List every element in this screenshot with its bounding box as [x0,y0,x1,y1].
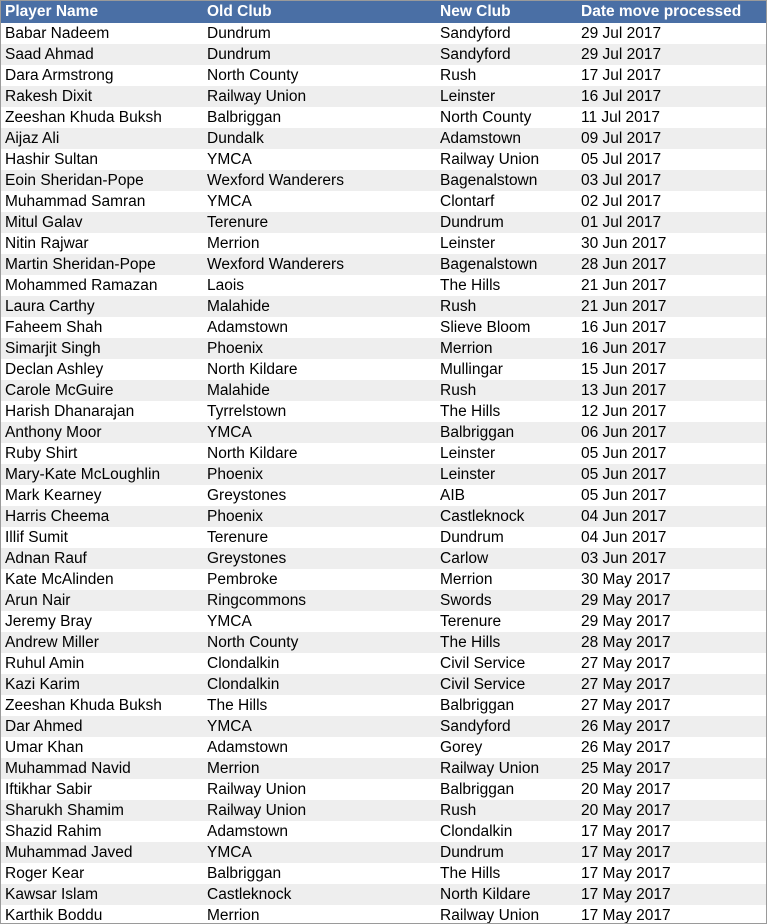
table-row [1,107,766,128]
player-name-cell: Zeeshan Khuda Buksh [1,107,203,128]
date-cell: 30 Jun 2017 [577,233,766,254]
old-club-cell: YMCA [203,191,436,212]
new-club-cell: Dundrum [436,842,577,863]
old-club-cell: YMCA [203,149,436,170]
date-cell: 29 May 2017 [577,590,766,611]
date-cell: 20 May 2017 [577,779,766,800]
table-row [1,401,766,422]
table-row [1,338,766,359]
date-cell: 29 Jul 2017 [577,23,766,44]
date-cell: 03 Jun 2017 [577,548,766,569]
new-club-cell: Railway Union [436,758,577,779]
player-name-cell: Rakesh Dixit [1,86,203,107]
date-cell: 06 Jun 2017 [577,422,766,443]
header-row [1,1,766,23]
table-row [1,653,766,674]
old-club-cell: Tyrrelstown [203,401,436,422]
table-row [1,296,766,317]
table-row [1,86,766,107]
player-name-cell: Roger Kear [1,863,203,884]
table-row [1,212,766,233]
player-name-cell: Anthony Moor [1,422,203,443]
old-club-cell: North Kildare [203,443,436,464]
new-club-cell: The Hills [436,863,577,884]
new-club-cell: Dundrum [436,527,577,548]
player-name-cell: Harris Cheema [1,506,203,527]
new-club-cell: The Hills [436,275,577,296]
date-cell: 27 May 2017 [577,653,766,674]
player-name-cell: Babar Nadeem [1,23,203,44]
old-club-cell: YMCA [203,842,436,863]
new-club-cell: Castleknock [436,506,577,527]
table-row [1,44,766,65]
table-header [1,1,766,23]
table-row [1,758,766,779]
table-row [1,359,766,380]
table-row [1,569,766,590]
new-club-cell: Swords [436,590,577,611]
date-cell: 05 Jun 2017 [577,464,766,485]
date-cell: 29 May 2017 [577,611,766,632]
table-row [1,485,766,506]
player-name-cell: Kazi Karim [1,674,203,695]
date-cell: 01 Jul 2017 [577,212,766,233]
new-club-cell: Rush [436,296,577,317]
old-club-cell: YMCA [203,716,436,737]
table-row [1,149,766,170]
date-cell: 17 Jul 2017 [577,65,766,86]
player-name-cell: Laura Carthy [1,296,203,317]
player-name-cell: Iftikhar Sabir [1,779,203,800]
player-name-cell: Jeremy Bray [1,611,203,632]
new-club-cell: Slieve Bloom [436,317,577,338]
new-club-cell: AIB [436,485,577,506]
table-row [1,611,766,632]
player-name-cell: Ruhul Amin [1,653,203,674]
table-row [1,821,766,842]
player-name-cell: Karthik Boddu [1,905,203,924]
table-body [1,23,766,924]
player-name-cell: Faheem Shah [1,317,203,338]
player-name-cell: Andrew Miller [1,632,203,653]
old-club-cell: Merrion [203,758,436,779]
new-club-cell: The Hills [436,401,577,422]
date-cell: 17 May 2017 [577,821,766,842]
new-club-cell: Sandyford [436,716,577,737]
date-cell: 04 Jun 2017 [577,506,766,527]
old-club-cell: Castleknock [203,884,436,905]
old-club-cell: Greystones [203,485,436,506]
old-club-cell: Merrion [203,905,436,924]
date-cell: 16 Jun 2017 [577,317,766,338]
new-club-cell: Civil Service [436,674,577,695]
date-cell: 11 Jul 2017 [577,107,766,128]
table-row [1,317,766,338]
new-club-cell: Rush [436,380,577,401]
table-row [1,170,766,191]
player-name-cell: Dara Armstrong [1,65,203,86]
table-row [1,527,766,548]
new-club-cell: Merrion [436,569,577,590]
date-cell: 29 Jul 2017 [577,44,766,65]
date-cell: 12 Jun 2017 [577,401,766,422]
old-club-cell: Greystones [203,548,436,569]
table-row [1,674,766,695]
new-club-cell: Bagenalstown [436,254,577,275]
old-club-cell: The Hills [203,695,436,716]
old-club-cell: Adamstown [203,737,436,758]
new-club-cell: Railway Union [436,149,577,170]
table-row [1,23,766,44]
player-name-cell: Nitin Rajwar [1,233,203,254]
new-club-cell: Gorey [436,737,577,758]
table-row [1,716,766,737]
new-club-cell: Civil Service [436,653,577,674]
old-club-cell: North County [203,65,436,86]
old-club-cell: Adamstown [203,821,436,842]
date-cell: 16 Jun 2017 [577,338,766,359]
table-row [1,506,766,527]
player-name-cell: Dar Ahmed [1,716,203,737]
column-header-date-move-processed: Date move processed [577,1,766,23]
player-name-cell: Carole McGuire [1,380,203,401]
old-club-cell: Ringcommons [203,590,436,611]
player-name-cell: Illif Sumit [1,527,203,548]
player-name-cell: Muhammad Samran [1,191,203,212]
new-club-cell: Clontarf [436,191,577,212]
player-name-cell: Shazid Rahim [1,821,203,842]
player-name-cell: Muhammad Javed [1,842,203,863]
old-club-cell: Wexford Wanderers [203,254,436,275]
player-name-cell: Umar Khan [1,737,203,758]
table-row [1,275,766,296]
date-cell: 15 Jun 2017 [577,359,766,380]
old-club-cell: Merrion [203,233,436,254]
player-name-cell: Adnan Rauf [1,548,203,569]
old-club-cell: Railway Union [203,86,436,107]
player-name-cell: Declan Ashley [1,359,203,380]
new-club-cell: Adamstown [436,128,577,149]
old-club-cell: Phoenix [203,338,436,359]
date-cell: 17 May 2017 [577,842,766,863]
new-club-cell: Leinster [436,86,577,107]
old-club-cell: YMCA [203,422,436,443]
table-row [1,443,766,464]
old-club-cell: North Kildare [203,359,436,380]
new-club-cell: Sandyford [436,44,577,65]
new-club-cell: Sandyford [436,23,577,44]
date-cell: 09 Jul 2017 [577,128,766,149]
player-name-cell: Martin Sheridan-Pope [1,254,203,275]
table-row [1,191,766,212]
old-club-cell: Railway Union [203,779,436,800]
old-club-cell: Pembroke [203,569,436,590]
date-cell: 04 Jun 2017 [577,527,766,548]
new-club-cell: Rush [436,65,577,86]
new-club-cell: Balbriggan [436,422,577,443]
player-name-cell: Mohammed Ramazan [1,275,203,296]
date-cell: 27 May 2017 [577,695,766,716]
old-club-cell: Adamstown [203,317,436,338]
old-club-cell: Dundalk [203,128,436,149]
new-club-cell: North County [436,107,577,128]
old-club-cell: North County [203,632,436,653]
table-row [1,380,766,401]
table-row [1,632,766,653]
new-club-cell: Clondalkin [436,821,577,842]
old-club-cell: Dundrum [203,23,436,44]
player-name-cell: Aijaz Ali [1,128,203,149]
old-club-cell: Wexford Wanderers [203,170,436,191]
player-name-cell: Mitul Galav [1,212,203,233]
date-cell: 17 May 2017 [577,884,766,905]
table-row [1,422,766,443]
new-club-cell: Carlow [436,548,577,569]
new-club-cell: Merrion [436,338,577,359]
date-cell: 30 May 2017 [577,569,766,590]
column-header-new-club: New Club [436,1,577,23]
old-club-cell: Balbriggan [203,863,436,884]
new-club-cell: Balbriggan [436,779,577,800]
new-club-cell: Rush [436,800,577,821]
table-row [1,863,766,884]
date-cell: 17 May 2017 [577,905,766,924]
new-club-cell: Leinster [436,443,577,464]
old-club-cell: Clondalkin [203,674,436,695]
player-name-cell: Mark Kearney [1,485,203,506]
player-name-cell: Kawsar Islam [1,884,203,905]
player-name-cell: Mary-Kate McLoughlin [1,464,203,485]
old-club-cell: Railway Union [203,800,436,821]
date-cell: 05 Jun 2017 [577,485,766,506]
table-row [1,590,766,611]
date-cell: 16 Jul 2017 [577,86,766,107]
player-name-cell: Arun Nair [1,590,203,611]
old-club-cell: Malahide [203,380,436,401]
date-cell: 03 Jul 2017 [577,170,766,191]
new-club-cell: Leinster [436,464,577,485]
player-name-cell: Muhammad Navid [1,758,203,779]
new-club-cell: Railway Union [436,905,577,924]
old-club-cell: YMCA [203,611,436,632]
old-club-cell: Phoenix [203,464,436,485]
new-club-cell: North Kildare [436,884,577,905]
table-row [1,548,766,569]
table-row [1,128,766,149]
date-cell: 20 May 2017 [577,800,766,821]
date-cell: 05 Jul 2017 [577,149,766,170]
player-name-cell: Eoin Sheridan-Pope [1,170,203,191]
old-club-cell: Terenure [203,212,436,233]
date-cell: 27 May 2017 [577,674,766,695]
date-cell: 21 Jun 2017 [577,275,766,296]
table-row [1,464,766,485]
table-row [1,233,766,254]
date-cell: 28 May 2017 [577,632,766,653]
table-row [1,779,766,800]
column-header-player-name: Player Name [1,1,203,23]
old-club-cell: Balbriggan [203,107,436,128]
table-row [1,842,766,863]
player-name-cell: Sharukh Shamim [1,800,203,821]
old-club-cell: Malahide [203,296,436,317]
table-row [1,800,766,821]
player-name-cell: Ruby Shirt [1,443,203,464]
date-cell: 02 Jul 2017 [577,191,766,212]
new-club-cell: Leinster [436,233,577,254]
player-name-cell: Zeeshan Khuda Buksh [1,695,203,716]
date-cell: 25 May 2017 [577,758,766,779]
table-row [1,254,766,275]
new-club-cell: Bagenalstown [436,170,577,191]
new-club-cell: The Hills [436,632,577,653]
player-name-cell: Kate McAlinden [1,569,203,590]
column-header-old-club: Old Club [203,1,436,23]
new-club-cell: Balbriggan [436,695,577,716]
new-club-cell: Mullingar [436,359,577,380]
table-row [1,65,766,86]
transfers-table [1,1,766,924]
old-club-cell: Terenure [203,527,436,548]
date-cell: 26 May 2017 [577,716,766,737]
old-club-cell: Clondalkin [203,653,436,674]
date-cell: 28 Jun 2017 [577,254,766,275]
table-row [1,695,766,716]
new-club-cell: Terenure [436,611,577,632]
old-club-cell: Phoenix [203,506,436,527]
old-club-cell: Dundrum [203,44,436,65]
player-name-cell: Harish Dhanarajan [1,401,203,422]
player-name-cell: Saad Ahmad [1,44,203,65]
player-name-cell: Simarjit Singh [1,338,203,359]
date-cell: 05 Jun 2017 [577,443,766,464]
table-row [1,884,766,905]
new-club-cell: Dundrum [436,212,577,233]
date-cell: 17 May 2017 [577,863,766,884]
date-cell: 26 May 2017 [577,737,766,758]
table-row [1,905,766,924]
old-club-cell: Laois [203,275,436,296]
date-cell: 13 Jun 2017 [577,380,766,401]
table-row [1,737,766,758]
player-name-cell: Hashir Sultan [1,149,203,170]
date-cell: 21 Jun 2017 [577,296,766,317]
